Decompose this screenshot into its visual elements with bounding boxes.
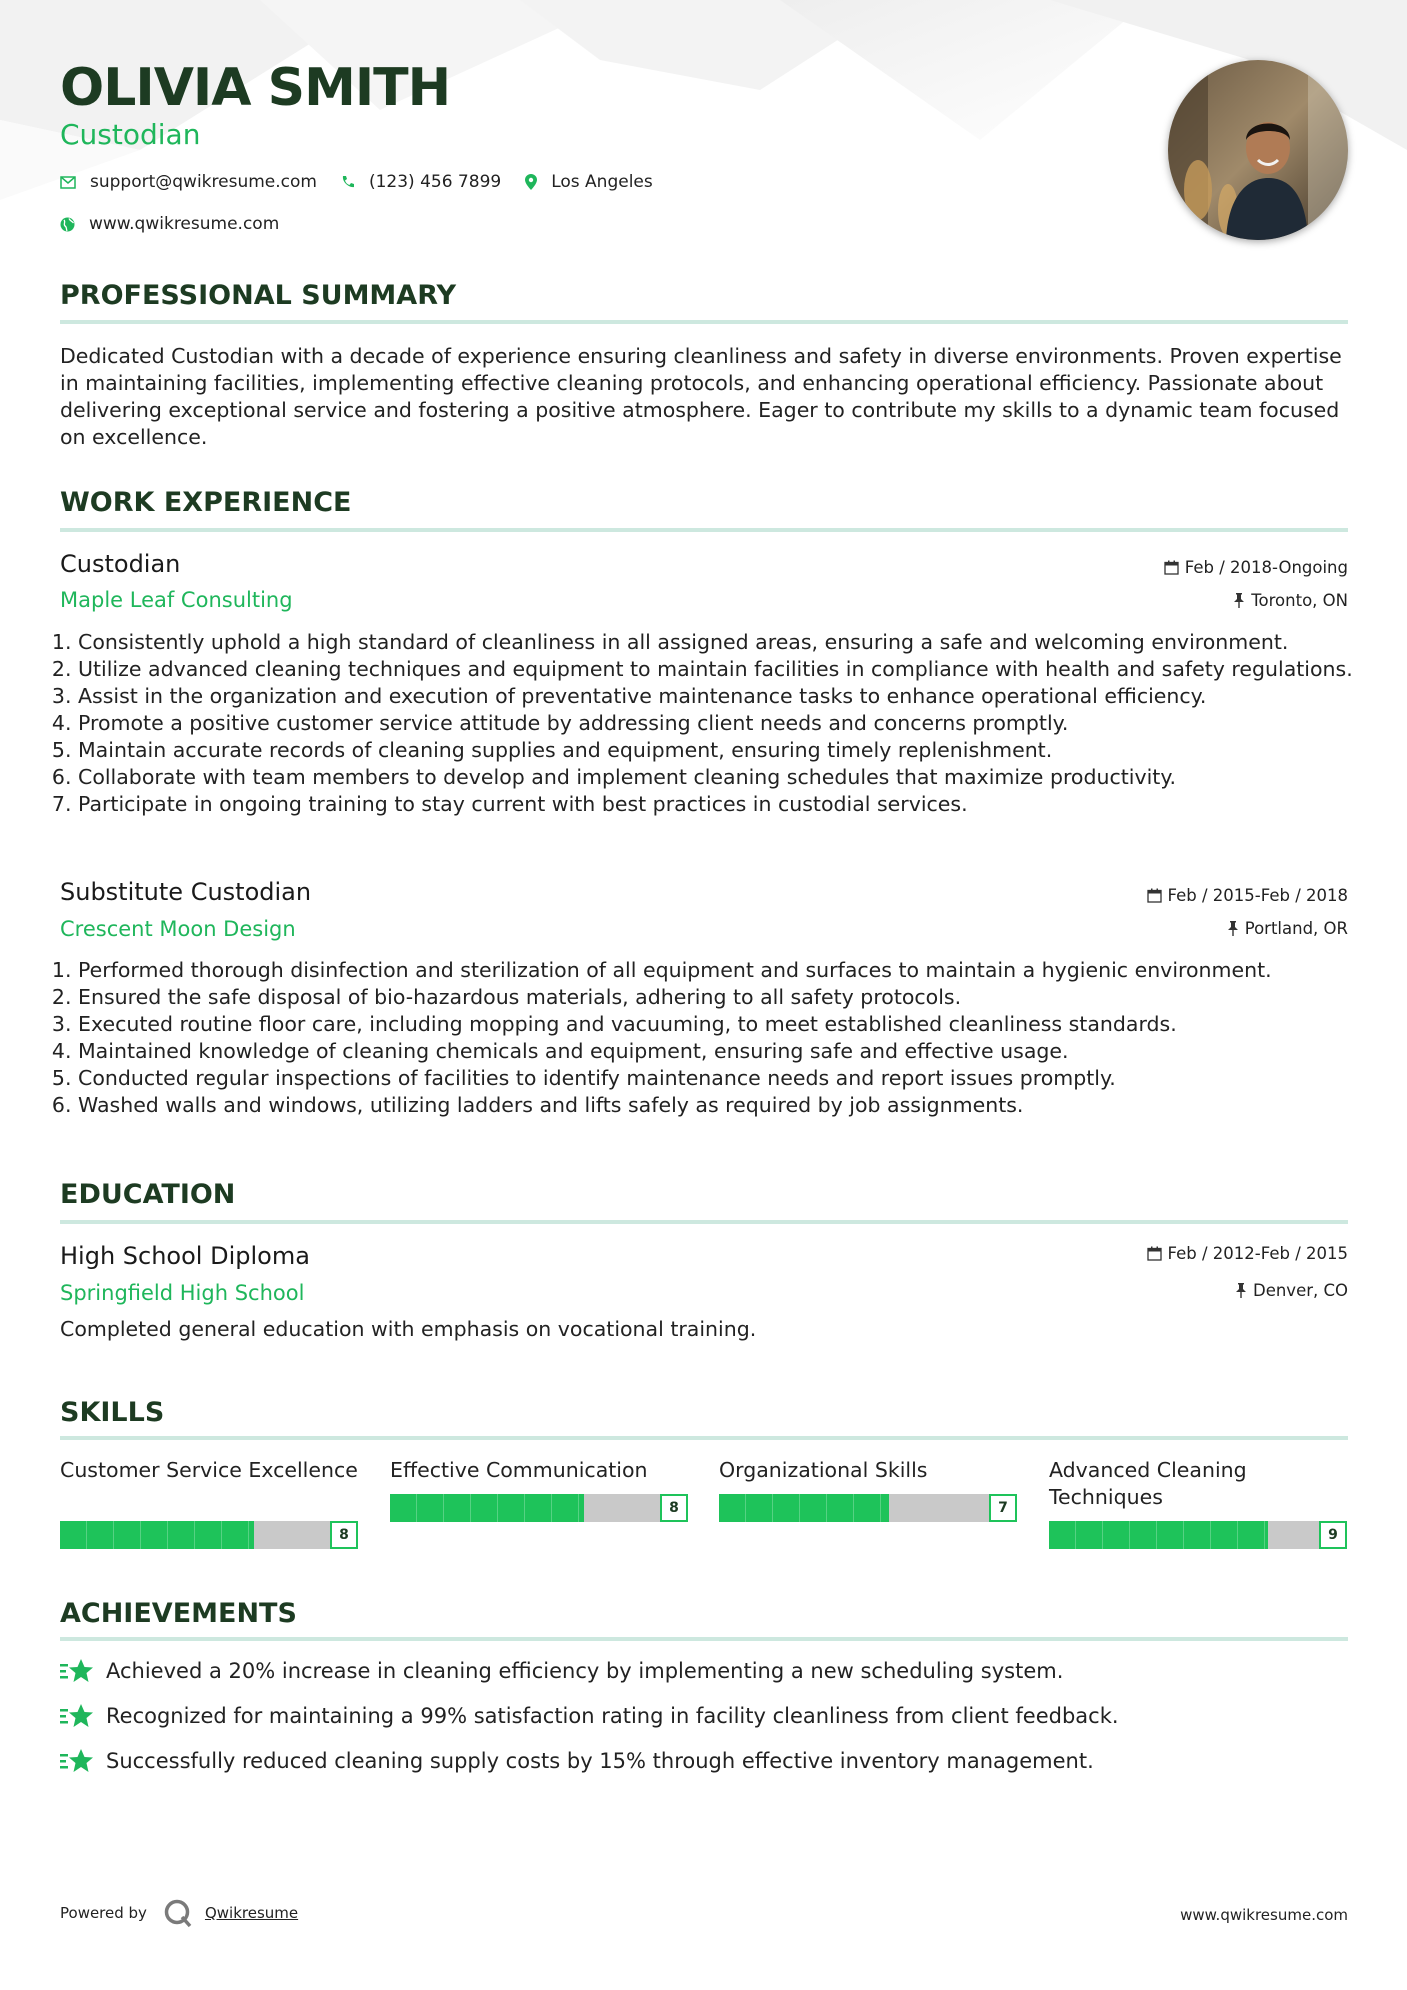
education-location xyxy=(1235,1281,1348,1300)
skill-name: Organizational Skills xyxy=(719,1458,928,1482)
job-dates xyxy=(1147,886,1348,905)
achievement-item xyxy=(60,1658,1063,1684)
list-item: 6. Collaborate with team members to develop and implement cleaning schedules that maximize productivity. xyxy=(78,764,1366,791)
footer-brand-link[interactable]: Qwikresume xyxy=(204,1904,299,1922)
job-company: Crescent Moon Design xyxy=(60,917,296,941)
skill-bar xyxy=(390,1494,660,1522)
phone-icon xyxy=(341,175,355,189)
list-item: 1. Consistently uphold a high standard of cleanliness in all assigned areas, ensuring a safe and welcoming environment. xyxy=(78,629,1366,656)
job-responsibilities xyxy=(60,957,1366,1119)
summary-divider xyxy=(60,320,1348,324)
list-item: 4. Promote a positive customer service attitude by addressing client needs and concerns promptly. xyxy=(78,710,1366,737)
star-icon xyxy=(60,1748,94,1774)
summary-text: Dedicated Custodian with a decade of experience ensuring cleanliness and safety in diverse environments. Proven expertise in maintaining facilities, implementing effective cleaning protocols, and enhancing operational efficiency. Passionate about delivering exceptional service and fostering a positive atmosphere. Eager to contribute my skills to a dynamic team focused on excellence. xyxy=(60,344,1342,449)
footer-website[interactable]: www.qwikresume.com xyxy=(1180,1906,1348,1924)
list-item: 7. Participate in ongoing training to stay current with best practices in custodial services. xyxy=(78,791,1366,818)
skill-name: Customer Service Excellence xyxy=(60,1458,358,1482)
email-text: support@qwikresume.com xyxy=(90,172,317,192)
experience-heading: WORK EXPERIENCE xyxy=(60,487,352,518)
job-dates xyxy=(1164,558,1348,577)
website-text: www.qwikresume.com xyxy=(89,214,280,234)
education-dates-text: Feb / 2012-Feb / 2015 xyxy=(1167,1244,1348,1263)
skill-bar-fill xyxy=(1049,1521,1268,1549)
achievement-text: Achieved a 20% increase in cleaning efficiency by implementing a new scheduling system. xyxy=(106,1659,1064,1683)
job-location xyxy=(1233,591,1348,610)
skill-rating: 9 xyxy=(1319,1521,1347,1549)
skill-bar xyxy=(60,1521,330,1549)
profile-photo xyxy=(1168,60,1348,240)
job-dates-text: Feb / 2018-Ongoing xyxy=(1184,558,1348,577)
location-text: Los Angeles xyxy=(551,172,653,192)
calendar-icon xyxy=(1164,560,1179,575)
list-item: 2. Utilize advanced cleaning techniques and equipment to maintain facilities in compliance with health and safety regulations. xyxy=(78,656,1366,683)
list-item: 5. Conducted regular inspections of facilities to identify maintenance needs and report issues promptly. xyxy=(78,1065,1366,1092)
skills-heading: SKILLS xyxy=(60,1397,165,1428)
education-degree: High School Diploma xyxy=(60,1242,310,1270)
job-title: Substitute Custodian xyxy=(60,878,312,906)
skill-bar xyxy=(1049,1521,1319,1549)
education-description: Completed general education with emphasis on vocational training. xyxy=(60,1317,757,1341)
achievements-divider xyxy=(60,1637,1348,1641)
summary-heading: PROFESSIONAL SUMMARY xyxy=(60,280,457,311)
list-item: 1. Performed thorough disinfection and sterilization of all equipment and surfaces to maintain a hygienic environment. xyxy=(78,957,1366,984)
pushpin-icon xyxy=(1235,1283,1247,1298)
pushpin-icon xyxy=(1233,593,1245,608)
skill-rating: 7 xyxy=(989,1494,1017,1522)
skill-name: Effective Communication xyxy=(390,1458,648,1482)
skill-bar-fill xyxy=(60,1521,254,1549)
powered-by-text: Powered by xyxy=(60,1904,147,1922)
footer-powered-by xyxy=(60,1898,298,1928)
skill-rating: 8 xyxy=(660,1494,688,1522)
list-item: 2. Ensured the safe disposal of bio-hazardous materials, adhering to all safety protocols. xyxy=(78,984,1366,1011)
job-title: Custodian xyxy=(60,550,181,578)
contact-website[interactable] xyxy=(60,214,279,234)
contact-email[interactable] xyxy=(60,172,317,192)
candidate-name: OLIVIA SMITH xyxy=(60,58,451,118)
phone-text: (123) 456 7899 xyxy=(368,172,502,192)
list-item: 5. Maintain accurate records of cleaning supplies and equipment, ensuring timely replenishment. xyxy=(78,737,1366,764)
calendar-icon xyxy=(1147,888,1162,903)
achievement-text: Successfully reduced cleaning supply costs by 15% through effective inventory management. xyxy=(106,1749,1094,1773)
education-divider xyxy=(60,1220,1348,1224)
experience-divider xyxy=(60,528,1348,532)
candidate-title: Custodian xyxy=(60,118,201,151)
education-dates xyxy=(1147,1244,1348,1263)
skill-bar-fill xyxy=(390,1494,584,1522)
contact-row xyxy=(60,172,677,192)
skill-name: Advanced Cleaning Techniques xyxy=(1049,1458,1247,1509)
achievement-item xyxy=(60,1703,1119,1729)
profile-photo-illustration xyxy=(1168,60,1348,240)
education-heading: EDUCATION xyxy=(60,1179,236,1210)
list-item: 3. Assist in the organization and execution of preventative maintenance tasks to enhance operational efficiency. xyxy=(78,683,1366,710)
skill-rating: 8 xyxy=(330,1521,358,1549)
list-item: 3. Executed routine floor care, including mopping and vacuuming, to meet established cleanliness standards. xyxy=(78,1011,1366,1038)
envelope-icon xyxy=(60,176,76,189)
job-location xyxy=(1227,919,1348,938)
achievements-heading: ACHIEVEMENTS xyxy=(60,1598,297,1629)
job-responsibilities xyxy=(60,629,1366,818)
achievement-item xyxy=(60,1748,1094,1774)
job-location-text: Portland, OR xyxy=(1244,919,1348,938)
star-icon xyxy=(60,1703,94,1729)
skill-bar-fill xyxy=(719,1494,889,1522)
qwikresume-logo-icon xyxy=(163,1898,193,1928)
list-item: 4. Maintained knowledge of cleaning chemicals and equipment, ensuring safe and effective usage. xyxy=(78,1038,1366,1065)
education-school: Springfield High School xyxy=(60,1281,305,1305)
job-location-text: Toronto, ON xyxy=(1251,591,1348,610)
skills-divider xyxy=(60,1436,1348,1440)
map-marker-icon xyxy=(525,174,537,190)
skill-bar xyxy=(719,1494,989,1522)
globe-icon xyxy=(60,217,75,232)
star-icon xyxy=(60,1658,94,1684)
job-company: Maple Leaf Consulting xyxy=(60,588,293,612)
achievement-text: Recognized for maintaining a 99% satisfaction rating in facility cleanliness from client feedback. xyxy=(106,1704,1119,1728)
list-item: 6. Washed walls and windows, utilizing ladders and lifts safely as required by job assignments. xyxy=(78,1092,1366,1119)
pushpin-icon xyxy=(1227,921,1239,936)
contact-location xyxy=(525,172,653,192)
contact-row-web xyxy=(60,214,303,234)
contact-phone[interactable] xyxy=(341,172,501,192)
calendar-icon xyxy=(1147,1246,1162,1261)
job-dates-text: Feb / 2015-Feb / 2018 xyxy=(1167,886,1348,905)
education-location-text: Denver, CO xyxy=(1252,1281,1348,1300)
